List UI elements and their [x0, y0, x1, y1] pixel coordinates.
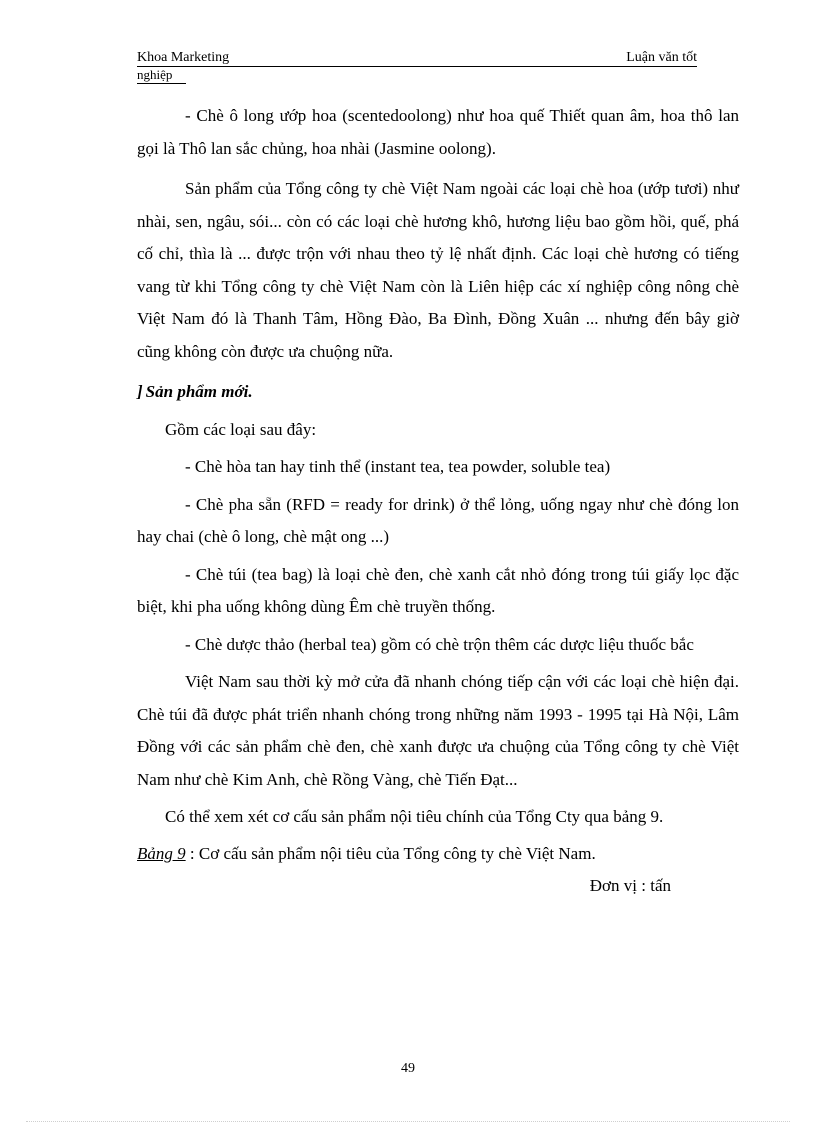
page-number: 49 [401, 1061, 415, 1076]
bullet-marker-icon: ] [137, 382, 143, 401]
page-header [137, 50, 697, 84]
section-heading-text: Sản phẩm mới. [145, 382, 253, 401]
page-bottom-divider [26, 1121, 790, 1122]
document-body [137, 100, 739, 903]
table-caption [137, 838, 739, 871]
table-label: Bảng 9 [137, 843, 186, 863]
paragraph-table-reference: Có thể xem xét cơ cấu sản phẩm nội tiêu chính của Tổng Cty qua bảng 9. [165, 807, 664, 826]
paragraph-vietnam-modern-tea: Việt Nam sau thời kỳ mở cửa đã nhanh chóng tiếp cận với các loại chè hiện đại. Chè túi đã được phát triển nhanh chóng trong những năm 1993 - 1995 tại Hà Nội, Lâm Đồng với các sản phẩm chè đen, chè xanh được ưa chuộng của Tổng công ty chè Việt Nam như chè Kim Anh, chè Rồng Vàng, chè Tiến Đạt... [137, 672, 739, 789]
header-continuation: nghiệp [137, 67, 186, 84]
table-caption-text: : Cơ cấu sản phẩm nội tiêu của Tổng công ty chè Việt Nam. [185, 843, 596, 863]
list-item-tea-bag: - Chè túi (tea bag) là loại chè đen, chè xanh cắt nhỏ đóng trong túi giấy lọc đặc biệt, khi pha uống không dùng Êm chè truyền thống. [137, 564, 739, 616]
list-item-herbal-tea: - Chè dược thảo (herbal tea) gồm có chè trộn thêm các dược liệu thuốc bắc [185, 634, 694, 654]
paragraph-includes: Gồm các loại sau đây: [165, 419, 317, 439]
table-unit: Đơn vị : tấn [589, 876, 671, 895]
paragraph-scented-tea: Sản phẩm của Tổng công ty chè Việt Nam ngoài các loại chè hoa (ướp tươi) như nhài, sen, ngâu, sói... còn có các loại chè hương khô, hương liệu bao gồm hồi, quế, phá cố chỉ, thìa là ... được trộn với nhau theo tỷ lệ nhất định. Các loại chè hương có tiếng vang từ khi Tổng công ty chè Việt Nam còn là Liên hiệp các xí nghiệp công nông chè Việt Nam đó là Thanh Tâm, Hồng Đào, Ba Đình, Đồng Xuân ... nhưng đến bây giờ cũng không còn được ưa chuộng nữa. [137, 179, 739, 361]
section-heading-new-products [137, 376, 739, 409]
list-item-ready-drink: - Chè pha sẵn (RFD = ready for drink) ở thể lỏng, uống ngay như chè đóng lon hay chai (chè ô long, chè mật ong ...) [137, 494, 739, 546]
header-faculty: Khoa Marketing [137, 50, 230, 65]
header-rule [137, 50, 697, 67]
list-item-instant-tea: - Chè hòa tan hay tinh thể (instant tea, tea powder, soluble tea) [185, 457, 611, 476]
paragraph-oolong: - Chè ô long ướp hoa (scentedoolong) như hoa quế Thiết quan âm, hoa thô lan gọi là Thô lan sắc chủng, hoa nhài (Jasmine oolong). [137, 106, 739, 158]
header-thesis-title: Luận văn tốt [626, 50, 697, 65]
